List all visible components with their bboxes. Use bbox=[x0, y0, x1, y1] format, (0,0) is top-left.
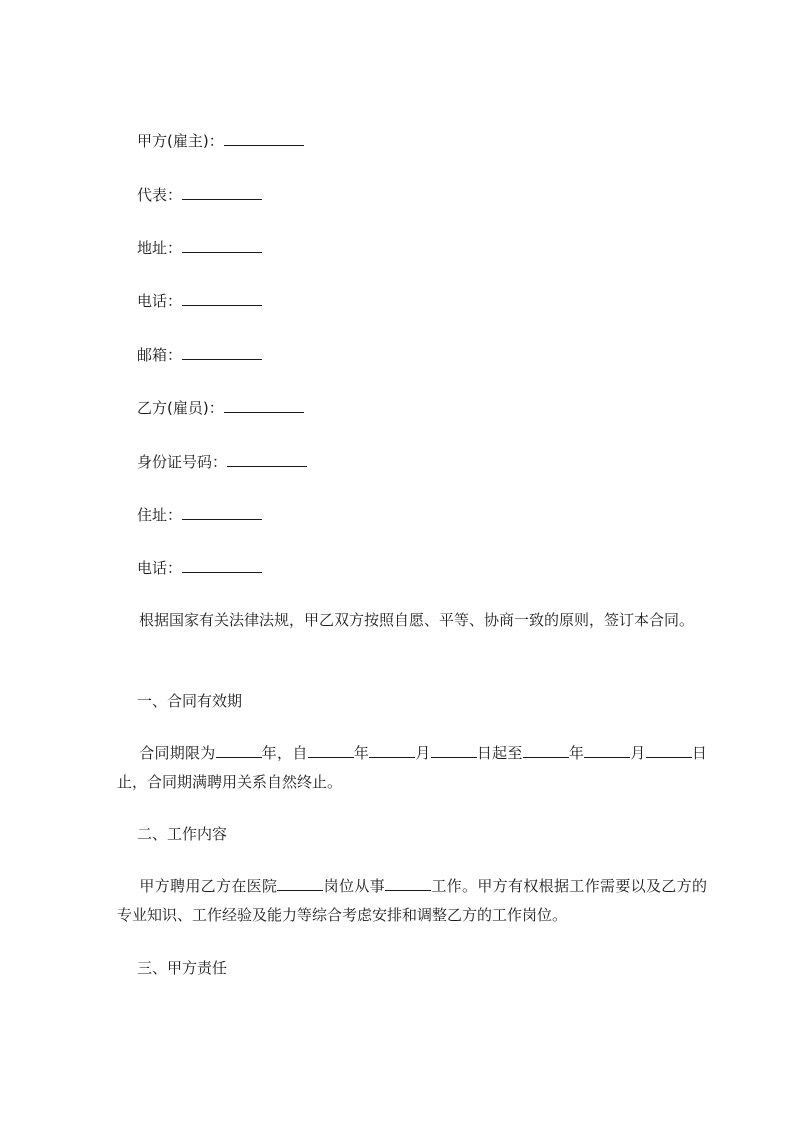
party-a-label: 甲方(雇主)： bbox=[137, 132, 224, 150]
party-a-phone-label: 电话： bbox=[137, 292, 183, 310]
section1-heading: 一、合同有效期 bbox=[137, 692, 243, 710]
term-text-7: 月 bbox=[630, 744, 646, 762]
section2-heading: 二、工作内容 bbox=[137, 825, 228, 843]
intro-text: 根据国家有关法律法规，甲乙双方按照自愿、平等、协商一致的原则，签订本合同。 bbox=[139, 611, 695, 629]
address-blank[interactable] bbox=[182, 238, 262, 253]
id-number-line bbox=[137, 452, 307, 472]
term-years-blank[interactable] bbox=[216, 743, 262, 758]
end-day-blank-part1[interactable] bbox=[646, 743, 676, 758]
section2-paragraph bbox=[117, 872, 707, 930]
residence-line bbox=[137, 505, 262, 525]
party-b-phone-blank[interactable] bbox=[182, 558, 262, 573]
address-label: 地址： bbox=[137, 239, 183, 257]
id-number-label: 身份证号码： bbox=[137, 453, 228, 471]
party-b-blank[interactable] bbox=[224, 398, 304, 413]
party-b-phone-label: 电话： bbox=[137, 559, 183, 577]
term-text-3: 年 bbox=[353, 744, 370, 762]
email-blank[interactable] bbox=[182, 345, 262, 360]
end-day-blank-part2[interactable] bbox=[676, 743, 692, 758]
term-text-6: 年 bbox=[568, 744, 585, 762]
work-text-2: 岗位从事 bbox=[323, 877, 385, 895]
work-text-3: 工作。甲方有权根据工作需要以及乙方的专业知识、工作经验及能力等综合考虑安排和调整乙方的工作岗位。 bbox=[117, 877, 707, 924]
residence-blank[interactable] bbox=[182, 505, 262, 520]
residence-label: 住址： bbox=[137, 506, 183, 524]
work-type-blank[interactable] bbox=[385, 876, 431, 891]
position-blank[interactable] bbox=[277, 876, 323, 891]
section3-heading: 三、甲方责任 bbox=[137, 959, 228, 977]
term-text-1: 合同期限为 bbox=[139, 744, 216, 762]
section1-paragraph bbox=[117, 739, 707, 797]
address-line bbox=[137, 238, 262, 258]
party-a-blank[interactable] bbox=[224, 131, 304, 146]
term-text-4: 月 bbox=[415, 744, 431, 762]
email-line bbox=[137, 345, 262, 365]
party-b-phone-line bbox=[137, 558, 262, 578]
term-text-5: 日起至 bbox=[476, 744, 523, 762]
work-text-1: 甲方聘用乙方在医院 bbox=[139, 877, 278, 895]
start-year-blank[interactable] bbox=[308, 743, 354, 758]
party-b-line bbox=[137, 398, 304, 418]
email-label: 邮箱： bbox=[137, 346, 183, 364]
start-month-blank[interactable] bbox=[369, 743, 415, 758]
representative-line bbox=[137, 185, 262, 205]
party-a-phone-line bbox=[137, 291, 262, 311]
party-b-label: 乙方(雇员)： bbox=[137, 399, 224, 417]
party-a-line bbox=[137, 131, 304, 151]
representative-label: 代表： bbox=[137, 186, 183, 204]
intro-paragraph bbox=[117, 606, 707, 635]
term-text-2: 年，自 bbox=[261, 744, 308, 762]
term-text-8: 日止，合同期满聘用关系自然终止。 bbox=[117, 744, 707, 791]
party-a-phone-blank[interactable] bbox=[182, 291, 262, 306]
end-year-blank[interactable] bbox=[523, 743, 569, 758]
end-month-blank[interactable] bbox=[584, 743, 630, 758]
representative-blank[interactable] bbox=[182, 185, 262, 200]
id-number-blank[interactable] bbox=[227, 452, 307, 467]
start-day-blank[interactable] bbox=[431, 743, 477, 758]
